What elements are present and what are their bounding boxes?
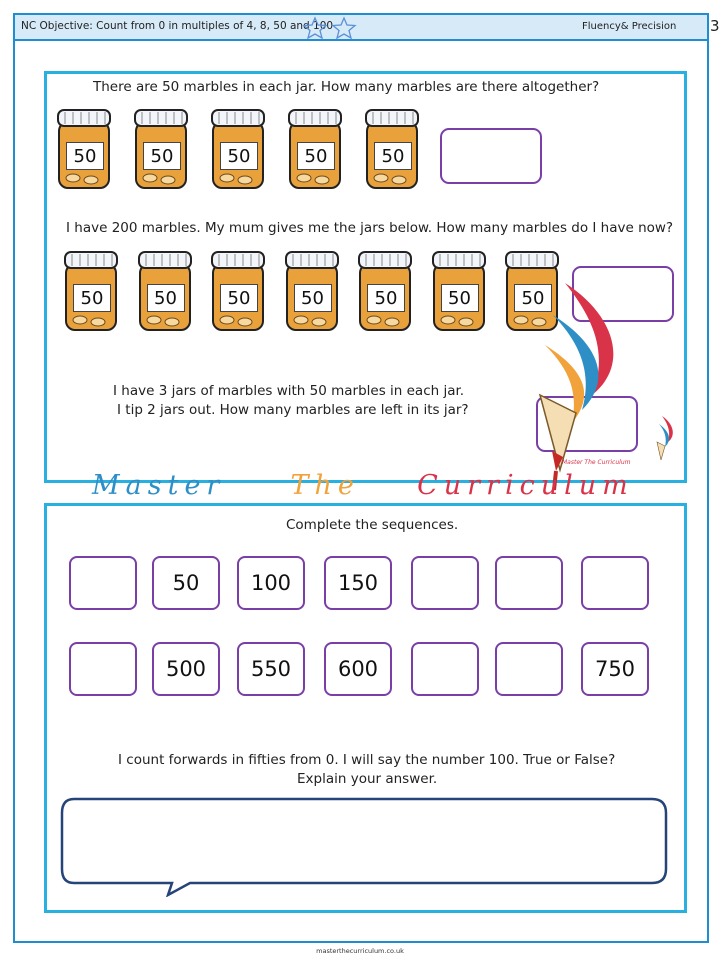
marble-jar-icon [430,250,488,336]
marble-jar-icon [55,108,113,194]
reasoning-line-2: Explain your answer. [297,771,438,787]
watermark-word-2: The [290,470,360,501]
jar-label: 50 [220,284,258,312]
jar-label: 50 [514,284,552,312]
sequence-blank-box[interactable] [69,642,137,696]
pencil-logo-small-icon [652,414,676,466]
jar-label: 50 [297,142,335,170]
sequence-number-box: 500 [152,642,220,696]
watermark-text [92,470,634,501]
marble-jar-icon [356,250,414,336]
header-bar [15,15,720,41]
jar-label: 50 [294,284,332,312]
answer-box-q1[interactable] [440,128,542,184]
sequence-number-box: 50 [152,556,220,610]
sequence-number-box: 600 [324,642,392,696]
sequence-blank-box[interactable] [411,642,479,696]
marble-jar-icon [136,250,194,336]
sequence-number-box: 750 [581,642,649,696]
logo-small-text: Master The Curriculum [562,459,631,466]
category-label: Fluency& Precision [582,21,677,32]
sequence-blank-box[interactable] [495,642,563,696]
marble-jar-icon [209,250,267,336]
watermark-word-3: Curriculum [417,470,634,501]
question-1-text: There are 50 marbles in each jar. How many marbles are there altogether? [93,79,600,95]
question-3-line-2: I tip 2 jars out. How many marbles are left in its jar? [117,402,469,418]
sequence-number-box: 150 [324,556,392,610]
jar-label: 50 [147,284,185,312]
jar-label: 50 [367,284,405,312]
jar-label: 50 [374,142,412,170]
objective-text: NC Objective: Count from 0 in multiples of 4, 8, 50 and 100 [21,20,334,32]
sequence-number-box: 100 [237,556,305,610]
marble-jar-icon [283,250,341,336]
marble-jar-icon [62,250,120,336]
jar-label: 50 [220,142,258,170]
marble-jar-icon [132,108,190,194]
sequence-number-box: 550 [237,642,305,696]
marble-jar-icon [209,108,267,194]
sequence-instruction: Complete the sequences. [286,517,459,533]
footer-url: masterthecurriculum.co.uk [316,947,404,955]
jar-label: 50 [441,284,479,312]
rating-stars [302,16,362,44]
star-outline-icon [302,16,362,40]
jar-label: 50 [143,142,181,170]
jar-label: 50 [66,142,104,170]
reasoning-line-1: I count forwards in fifties from 0. I will say the number 100. True or False? [118,752,616,768]
sequence-blank-box[interactable] [69,556,137,610]
marble-jar-icon [286,108,344,194]
jar-label: 50 [73,284,111,312]
page-number: 3 [710,17,720,35]
sequence-blank-box[interactable] [411,556,479,610]
question-3-line-1: I have 3 jars of marbles with 50 marbles in each jar. [113,383,465,399]
sequence-blank-box[interactable] [581,556,649,610]
speech-bubble-answer-box[interactable] [60,797,670,897]
question-2-text: I have 200 marbles. My mum gives me the jars below. How many marbles do I have now? [66,220,674,236]
marble-jar-icon [363,108,421,194]
watermark-word-1: Master [92,470,226,501]
sequence-blank-box[interactable] [495,556,563,610]
